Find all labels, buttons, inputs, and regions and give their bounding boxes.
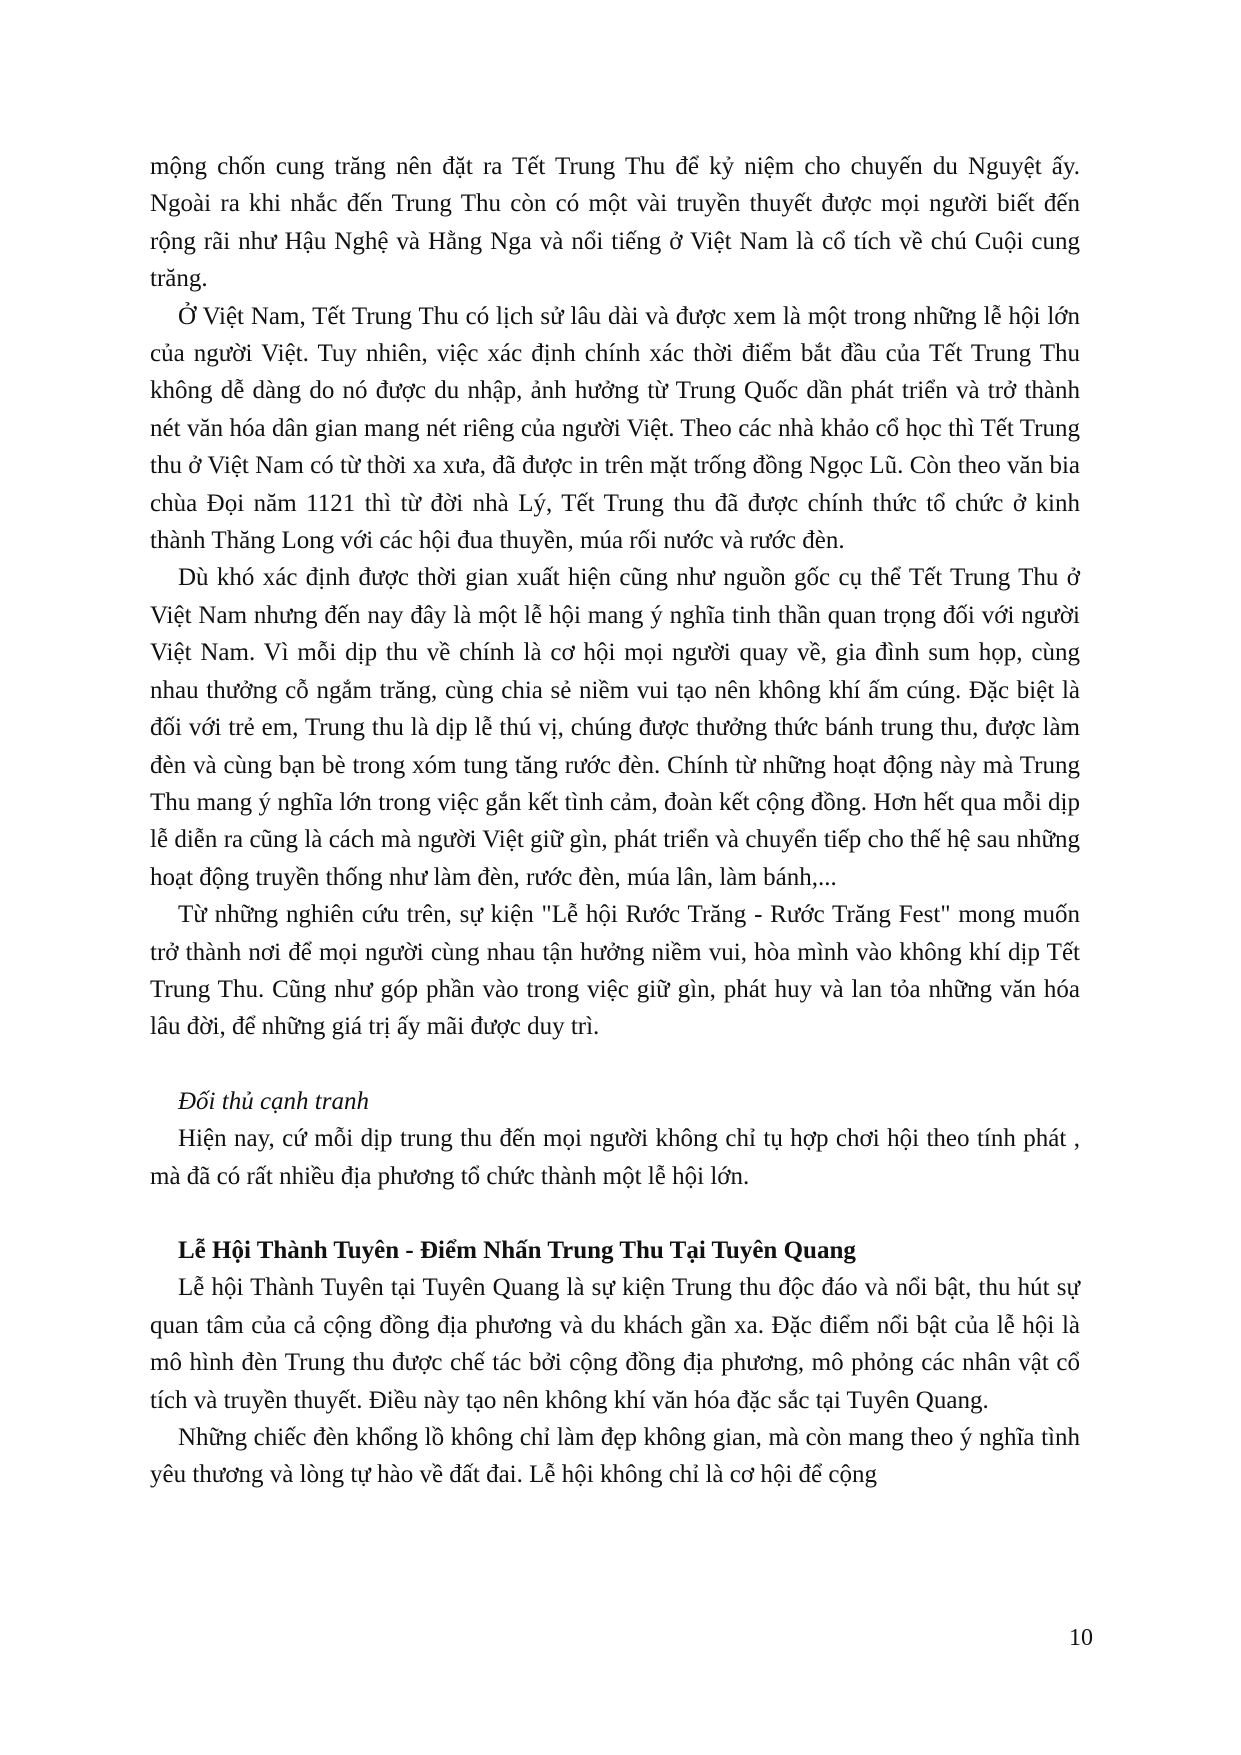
paragraph-vietnam-history: Ở Việt Nam, Tết Trung Thu có lịch sử lâu dài và được xem là một trong những lễ hội lớn của người Việt. Tuy nhiên, việc xác định chính xác thời điểm bắt đầu của Tết Trung Thu không dễ dàng do nó được du nhập, ảnh hưởng từ Trung Quốc dần phát triển và trở thành nét văn hóa dân gian mang nét riêng của người Việt. Theo các nhà khảo cổ học thì Tết Trung thu ở Việt Nam có từ thời xa xưa, đã được in trên mặt trống đồng Ngọc Lũ. Còn theo văn bia chùa Đọi năm 1121 thì từ đời nhà Lý, Tết Trung thu đã được chính thức tổ chức ở kinh thành Thăng Long với các hội đua thuyền, múa rối nước và rước đèn. <box>150 302 1080 555</box>
paragraph-festival-lanterns: Những chiếc đèn khổng lồ không chỉ làm đẹp không gian, mà còn mang theo ý nghĩa tình yêu thương và lòng tự hào về đất đai. Lễ hội không chỉ là cơ hội để cộng <box>150 1424 1080 1489</box>
paragraph-festival-description: Lễ hội Thành Tuyên tại Tuyên Quang là sự kiện Trung thu độc đáo và nổi bật, thu hút sự quan tâm của cả cộng đồng địa phương và du khách gần xa. Đặc điểm nổi bật của lễ hội là mô hình đèn Trung thu được chế tác bởi cộng đồng địa phương, mô phỏng các nhân vật cổ tích và truyền thuyết. Điều này tạo nên không khí văn hóa đặc sắc tại Tuyên Quang. <box>150 1274 1080 1414</box>
paragraph-moon-legend: mộng chốn cung trăng nên đặt ra Tết Trung Thu để kỷ niệm cho chuyến du Nguyệt ấy. Ngoài ra khi nhắc đến Trung Thu còn có một vài truyền thuyết được mọi người biết đến rộng rãi như Hậu Nghệ và Hằng Nga và nổi tiếng ở Việt Nam là cổ tích về chú Cuội cung trăng. <box>150 153 1080 293</box>
page-number: 10 <box>1069 1625 1093 1651</box>
paragraph-event-purpose: Từ những nghiên cứu trên, sự kiện "Lễ hội Rước Trăng - Rước Trăng Fest" mong muốn trở thành nơi để mọi người cùng nhau tận hưởng niềm vui, hòa mình vào không khí dịp Tết Trung Thu. Cũng như góp phần vào trong việc giữ gìn, phát huy và lan tỏa những văn hóa lâu đời, để những giá trị ấy mãi được duy trì. <box>150 901 1080 1041</box>
festival-heading: Lễ Hội Thành Tuyên - Điểm Nhấn Trung Thu Tại Tuyên Quang <box>178 1236 856 1264</box>
paragraph-competitors: Hiện nay, cứ mỗi dịp trung thu đến mọi người không chỉ tụ hợp chơi hội theo tính phát , mà đã có rất nhiều địa phương tổ chức thành một lễ hội lớn. <box>150 1125 1080 1190</box>
competitors-heading: Đối thủ cạnh tranh <box>178 1087 369 1115</box>
paragraph-cultural-meaning: Dù khó xác định được thời gian xuất hiện cũng như nguồn gốc cụ thể Tết Trung Thu ở Việt Nam nhưng đến nay đây là một lễ hội mang ý nghĩa tinh thần quan trọng đối với người Việt Nam. Vì mỗi dịp thu về chính là cơ hội mọi người quay về, gia đình sum họp, cùng nhau thưởng cỗ ngắm trăng, cùng chia sẻ niềm vui tạo nên không khí ấm cúng. Đặc biệt là đối với trẻ em, Trung thu là dịp lễ thú vị, chúng được thưởng thức bánh trung thu, được làm đèn và cùng bạn bè trong xóm tung tăng rước đèn. Chính từ những hoạt động này mà Trung Thu mang ý nghĩa lớn trong việc gắn kết tình cảm, đoàn kết cộng đồng. Hơn hết qua mỗi dịp lễ diễn ra cũng là cách mà người Việt giữ gìn, phát triển và chuyển tiếp cho thế hệ sau những hoạt động truyền thống như làm đèn, rước đèn, múa lân, làm bánh,... <box>150 564 1080 891</box>
document-page <box>150 148 1080 1494</box>
